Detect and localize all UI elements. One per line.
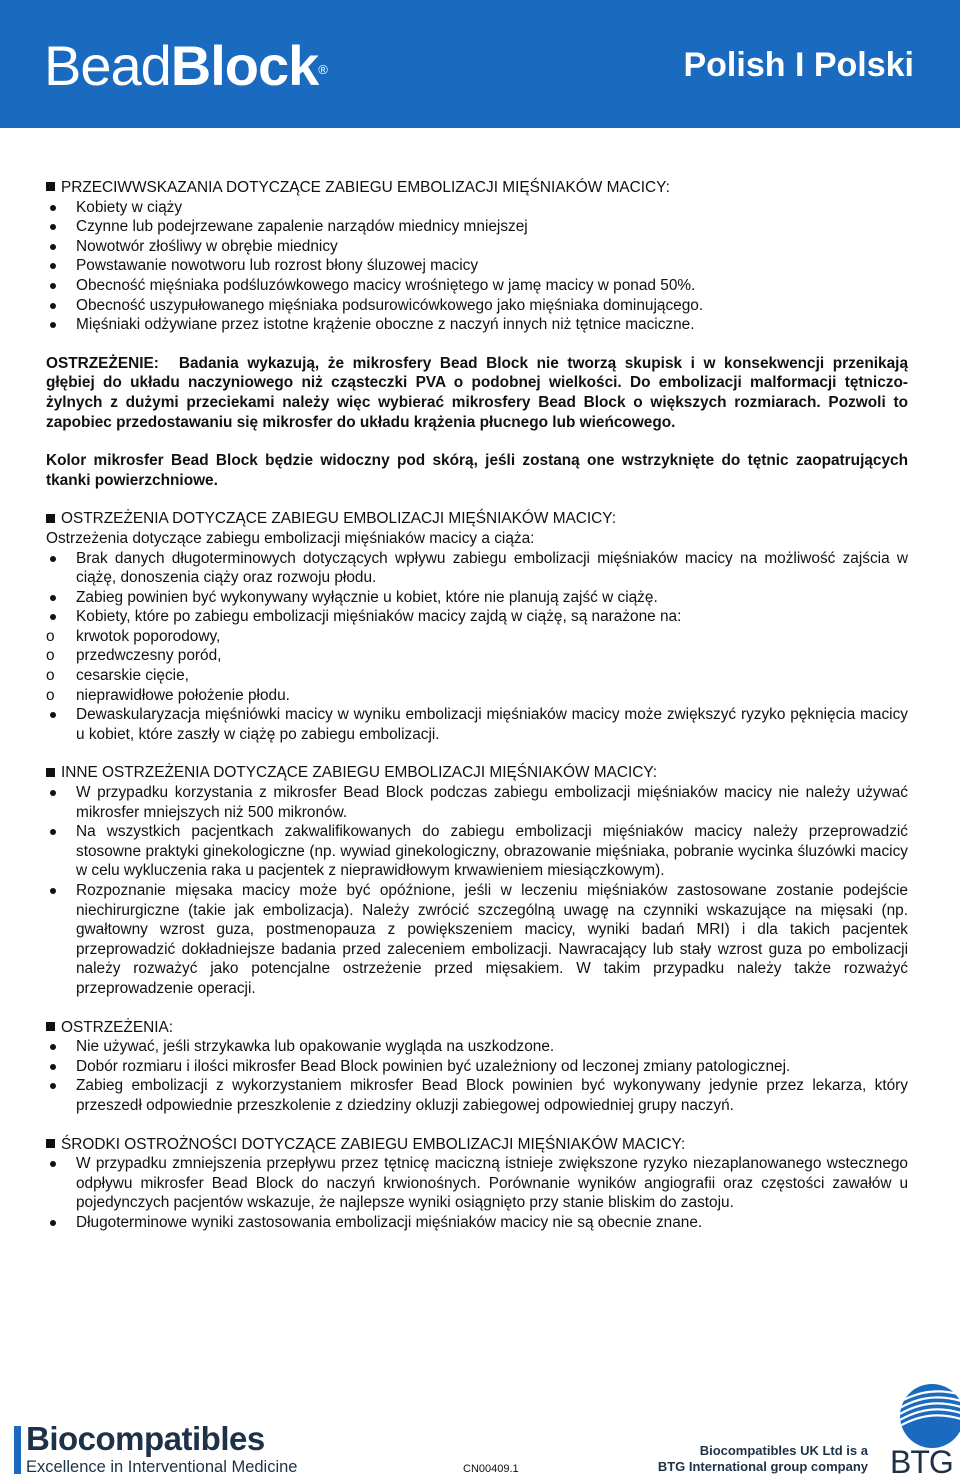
logo-block: Block [170,34,319,97]
list-item: Zabieg embolizacji z wykorzystaniem mikrosfer Bead Block powinien być wykonywany jedynie przez lekarza, który przeszedł odpowiednie przeszkolenie z dziedziny okluzji zabiegowej odpowiedniej grupy naczyń. [46,1076,908,1115]
list-item: Zabieg powinien być wykonywany wyłącznie u kobiet, które nie planują zajść w ciążę. [46,588,908,608]
list-item: Na wszystkich pacjentkach zakwalifikowanych do zabiegu embolizacji mięśniaków macicy należy przeprowadzić stosowne praktyki ginekologiczne (np. wywiad ginekologiczny, obrazowanie mięśniaka, pobranie wycinka śluzówki macicy w celu wykluczenia raka u pacjentek z nieprawidłowym krwawieniem miesiączkowym). [46,822,908,881]
other-warnings-section [46,763,908,998]
footer-brand: Biocompatibles [26,1420,265,1457]
btg-logo [888,1376,960,1480]
ufe-sub-list [46,627,908,705]
header-banner [0,0,960,128]
language-label: Polish I Polski [683,46,914,84]
document-body [46,178,908,1252]
other-warnings-list [46,783,908,999]
section-title: PRZECIWWSKAZANIA DOTYCZĄCE ZABIEGU EMBOLIZACJI MIĘŚNIAKÓW MACICY: [46,178,908,198]
list-item: Kobiety, które po zabiegu embolizacji mięśniaków macicy zajdą w ciążę, są narażone na: [46,607,908,627]
square-bullet-icon [46,1139,55,1148]
list-item: Kobiety w ciąży [46,198,908,218]
bead-block-logo [44,36,328,96]
list-item: Mięśniaki odżywiane przez istotne krążenie oboczne z naczyń innych niż tętnice maciczne. [46,315,908,335]
contraindications-section [46,178,908,335]
section-intro: Ostrzeżenia dotyczące zabiegu embolizacji mięśniaków macicy a ciąża: [46,529,535,547]
list-item: Obecność mięśniaka podśluzówkowego macicy wrośniętego w jamę macicy w ponad 50%. [46,276,908,296]
list-item: Powstawanie nowotworu lub rozrost błony śluzowej macicy [46,256,908,276]
section-title: OSTRZEŻENIA: [46,1018,908,1038]
btg-wordmark: BTG [890,1444,953,1480]
logo-bar [14,1426,21,1474]
ufe-warnings-section [46,509,908,744]
company-statement: Biocompatibles UK Ltd is a BTG International group company [657,1443,868,1474]
contraindications-list [46,198,908,335]
list-item: Rozpoznanie mięsaka macicy może być opóźnione, jeśli w leczeniu mięśniaków zastosowane zostanie podejście niechirurgiczne (takie jak embolizacja). Należy zwrócić szczególną uwagę na czynniki wskazujące na mięsaki (np. gwałtowny wzrost guza, postmenopauza z powiększeniem macicy, wyniki badań MRI) i dla takich pacjentek przeprowadzić dokładniejsze badania przed zaleceniem embolizacji. Nawracający lub stały wzrost guza po embolizacji należy rozważyć jako potencjalne ostrzeżenie przed mięsakiem. W takim przypadku należy także rozważyć przeprowadzenie operacji. [46,881,908,999]
square-bullet-icon [46,182,55,191]
square-bullet-icon [46,514,55,523]
warning-paragraph: OSTRZEŻENIE: Badania wykazują, że mikrosfery Bead Block nie tworzą skupisk i w konsekwencji przenikają głębiej do układu naczyniowego niż cząsteczki PVA o podobnej wielkości. Do embolizacji malformacji tętniczo-żylnych z dużymi przeciekami należy więc wybierać mikrosfery Bead Block o większych rozmiarach. Pozwoli to zapobiec przedostawaniu się mikrosfer do układu krążenia płucnego lub wieńcowego. [46,354,908,431]
ufe-warnings-list-end [46,705,908,744]
btg-globe-icon [888,1376,960,1448]
sub-list-item: o krwotok poporodowy, [46,627,908,647]
list-item: W przypadku korzystania z mikrosfer Bead Block podczas zabiegu embolizacji mięśniaków macicy nie należy używać mikrosfer mniejszych niż 500 mikronów. [46,783,908,822]
list-item: Nie używać, jeśli strzykawka lub opakowanie wygląda na uszkodzone. [46,1037,908,1057]
warnings-section [46,1018,908,1116]
square-bullet-icon [46,1022,55,1031]
list-item: Długoterminowe wyniki zastosowania embolizacji mięśniaków macicy nie są obecnie znane. [46,1213,908,1233]
biocompatibles-logo [14,1420,334,1478]
list-item: Czynne lub podejrzewane zapalenie narządów miednicy mniejszej [46,217,908,237]
color-note-paragraph: Kolor mikrosfer Bead Block będzie widoczny pod skórą, jeśli zostaną one wstrzyknięte do tętnic zaopatrujących tkanki powierzchniowe. [46,452,908,489]
section-title: OSTRZEŻENIA DOTYCZĄCE ZABIEGU EMBOLIZACJI MIĘŚNIAKÓW MACICY: [46,509,908,529]
list-item: Brak danych długoterminowych dotyczących wpływu zabiegu embolizacji mięśniaków macicy na możliwość zajścia w ciążę, donoszenia ciąży oraz rozwoju płodu. [46,549,908,588]
list-item: Obecność uszypułowanego mięśniaka podsurowicówkowego jako mięśniaka dominującego. [46,296,908,316]
bold-warning-section [46,354,908,432]
warnings-list [46,1037,908,1115]
registered-mark: ® [318,62,328,77]
document-code: CN00409.1 [463,1463,519,1475]
footer-tagline: Excellence in Interventional Medicine [26,1458,298,1476]
sub-list-item: o przedwczesny poród, [46,646,908,666]
list-item: Dobór rozmiaru i ilości mikrosfer Bead Block powinien być uzależniony od leczonej zmiany patologicznej. [46,1057,908,1077]
list-item: Nowotwór złośliwy w obrębie miednicy [46,237,908,257]
list-item: W przypadku zmniejszenia przepływu przez tętnicę maciczną istnieje zwiększone ryzyko niezaplanowanego wstecznego odpływu mikrosfer Bead Block do naczyń krwionośnych. Porównanie wyników angiografii oraz częstości zawałów u pojedynczych pacjentów wskazuje, że najlepsze wyniki osiągnięto przy stanie bliskim do zastoju. [46,1154,908,1213]
precautions-section [46,1135,908,1233]
section-title: ŚRODKI OSTROŻNOŚCI DOTYCZĄCE ZABIEGU EMBOLIZACJI MIĘŚNIAKÓW MACICY: [46,1135,908,1155]
precautions-list [46,1154,908,1232]
logo-bead: Bead [44,34,171,97]
square-bullet-icon [46,768,55,777]
color-note-section [46,451,908,490]
ufe-warnings-list [46,549,908,627]
section-title: INNE OSTRZEŻENIA DOTYCZĄCE ZABIEGU EMBOLIZACJI MIĘŚNIAKÓW MACICY: [46,763,908,783]
sub-list-item: o nieprawidłowe położenie płodu. [46,686,908,706]
sub-list-item: o cesarskie cięcie, [46,666,908,686]
list-item: Dewaskularyzacja mięśniówki macicy w wyniku embolizacji mięśniaków macicy może zwiększyć ryzyko pęknięcia macicy u kobiet, które zaszły w ciążę po zabiegu embolizacji. [46,705,908,744]
